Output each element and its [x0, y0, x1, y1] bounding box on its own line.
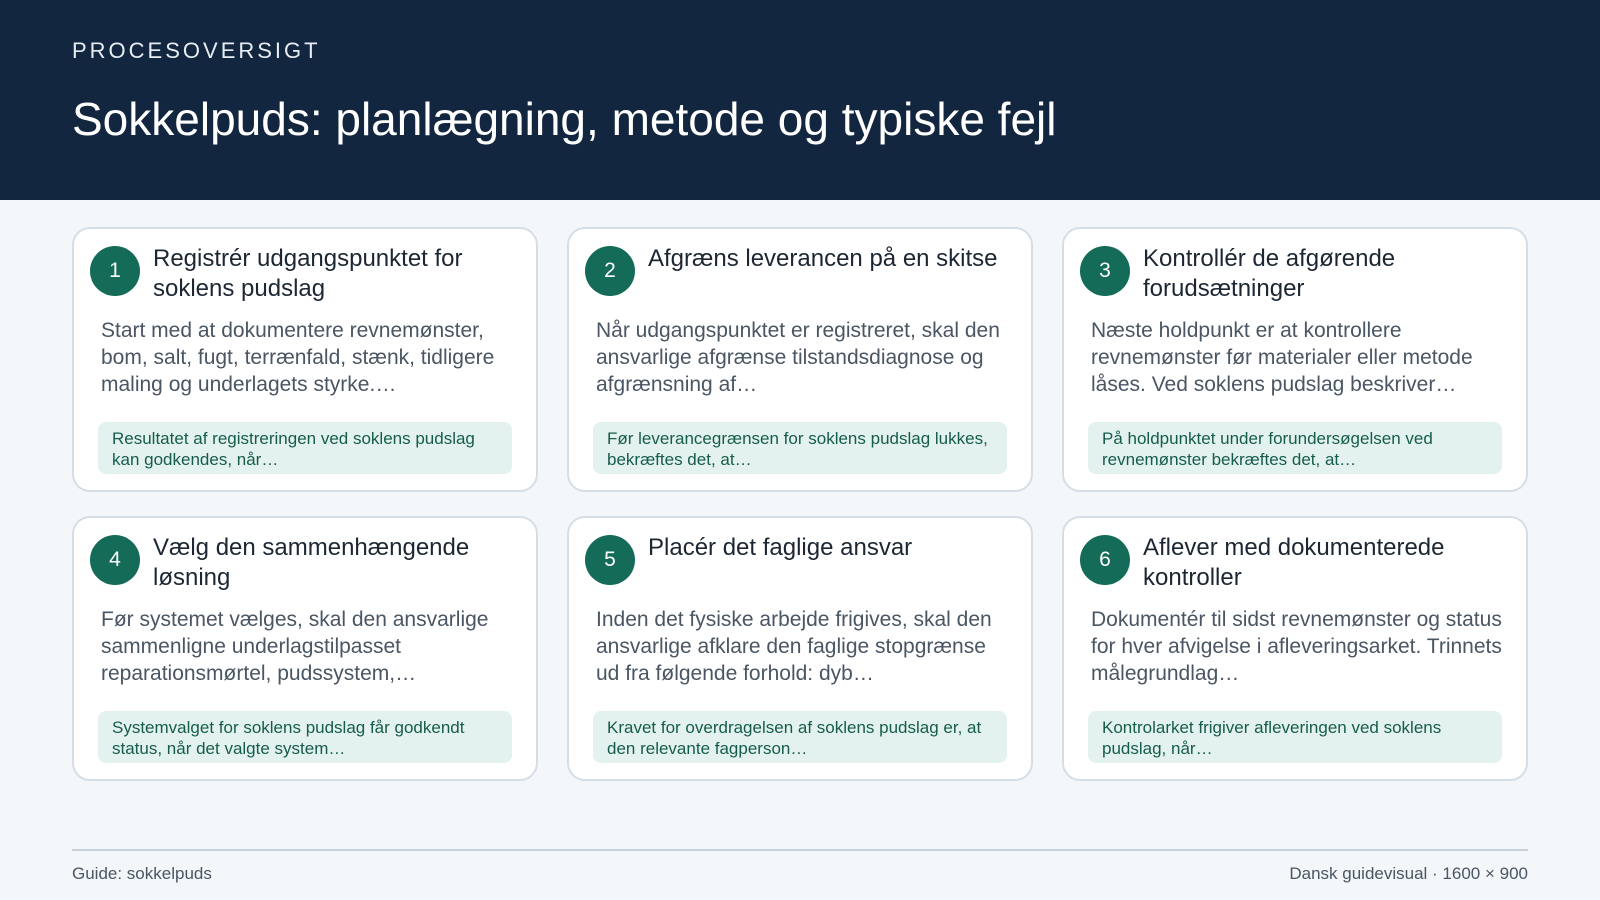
steps-grid [72, 227, 1528, 781]
step-card-1 [72, 227, 538, 492]
step-number-badge: 5 [585, 535, 635, 585]
step-description: Inden det fysiske arbejde frigives, skal den ansvarlige afklare den faglige stopgrænse ud fra følgende forhold: dyb… [596, 608, 992, 685]
step-acceptance-note: Kontrolarket frigiver afleveringen ved soklens pudslag, når… [1088, 711, 1502, 763]
step-number-badge: 3 [1080, 246, 1130, 296]
step-number-badge: 4 [90, 535, 140, 585]
footer-guide-label: Guide: sokkelpuds [72, 864, 212, 883]
step-description: Næste holdpunkt er at kontrollere revnemønster før materialer eller metode låses. Ved soklens pudslag beskriver… [1091, 319, 1473, 396]
eyebrow-label: PROCESOVERSIGT [72, 38, 321, 63]
step-card-6 [1062, 516, 1528, 781]
step-title: Vælg den sammenhængende løsning [153, 534, 470, 591]
step-acceptance-note: Systemvalget for soklens pudslag får godkendt status, når det valgte system… [98, 711, 512, 763]
step-description: Når udgangspunktet er registreret, skal den ansvarlige afgrænse tilstandsdiagnose og afgrænsning af… [596, 319, 1000, 396]
step-number-badge: 2 [585, 246, 635, 296]
page-title: Sokkelpuds: planlægning, metode og typiske fejl [72, 93, 1057, 145]
step-description: Dokumentér til sidst revnemønster og status for hver afvigelse i afleveringsarket. Trinnets målegrundlag… [1091, 608, 1502, 685]
step-acceptance-note: På holdpunktet under forundersøgelsen ved revnemønster bekræftes det, at… [1088, 422, 1502, 474]
step-title: Placér det faglige ansvar [648, 534, 913, 561]
step-description: Før systemet vælges, skal den ansvarlige sammenligne underlagstilpasset reparationsmørtel, pudssystem,… [101, 608, 489, 685]
step-card-2 [567, 227, 1033, 492]
step-acceptance-note: Kravet for overdragelsen af soklens pudslag er, at den relevante fagperson… [593, 711, 1007, 763]
step-number-badge: 1 [90, 246, 140, 296]
step-number-badge: 6 [1080, 535, 1130, 585]
step-title: Afgræns leverancen på en skitse [648, 245, 998, 272]
step-card-3 [1062, 227, 1528, 492]
step-card-4 [72, 516, 538, 781]
step-acceptance-note: Før leverancegrænsen for soklens pudslag lukkes, bekræftes det, at… [593, 422, 1007, 474]
header-banner [0, 0, 1600, 200]
step-title: Kontrollér de afgørende forudsætninger [1143, 245, 1396, 302]
footer-meta-label: Dansk guidevisual · 1600 × 900 [1289, 864, 1528, 883]
step-card-5 [567, 516, 1033, 781]
step-title: Registrér udgangspunktet for soklens pudslag [153, 245, 463, 302]
step-acceptance-note: Resultatet af registreringen ved soklens pudslag kan godkendes, når… [98, 422, 512, 474]
step-title: Aflever med dokumenterede kontroller [1143, 534, 1445, 591]
step-description: Start med at dokumentere revnemønster, bom, salt, fugt, terrænfald, stænk, tidligere maling og underlagets styrke.… [101, 319, 495, 396]
footer-divider [72, 849, 1528, 851]
